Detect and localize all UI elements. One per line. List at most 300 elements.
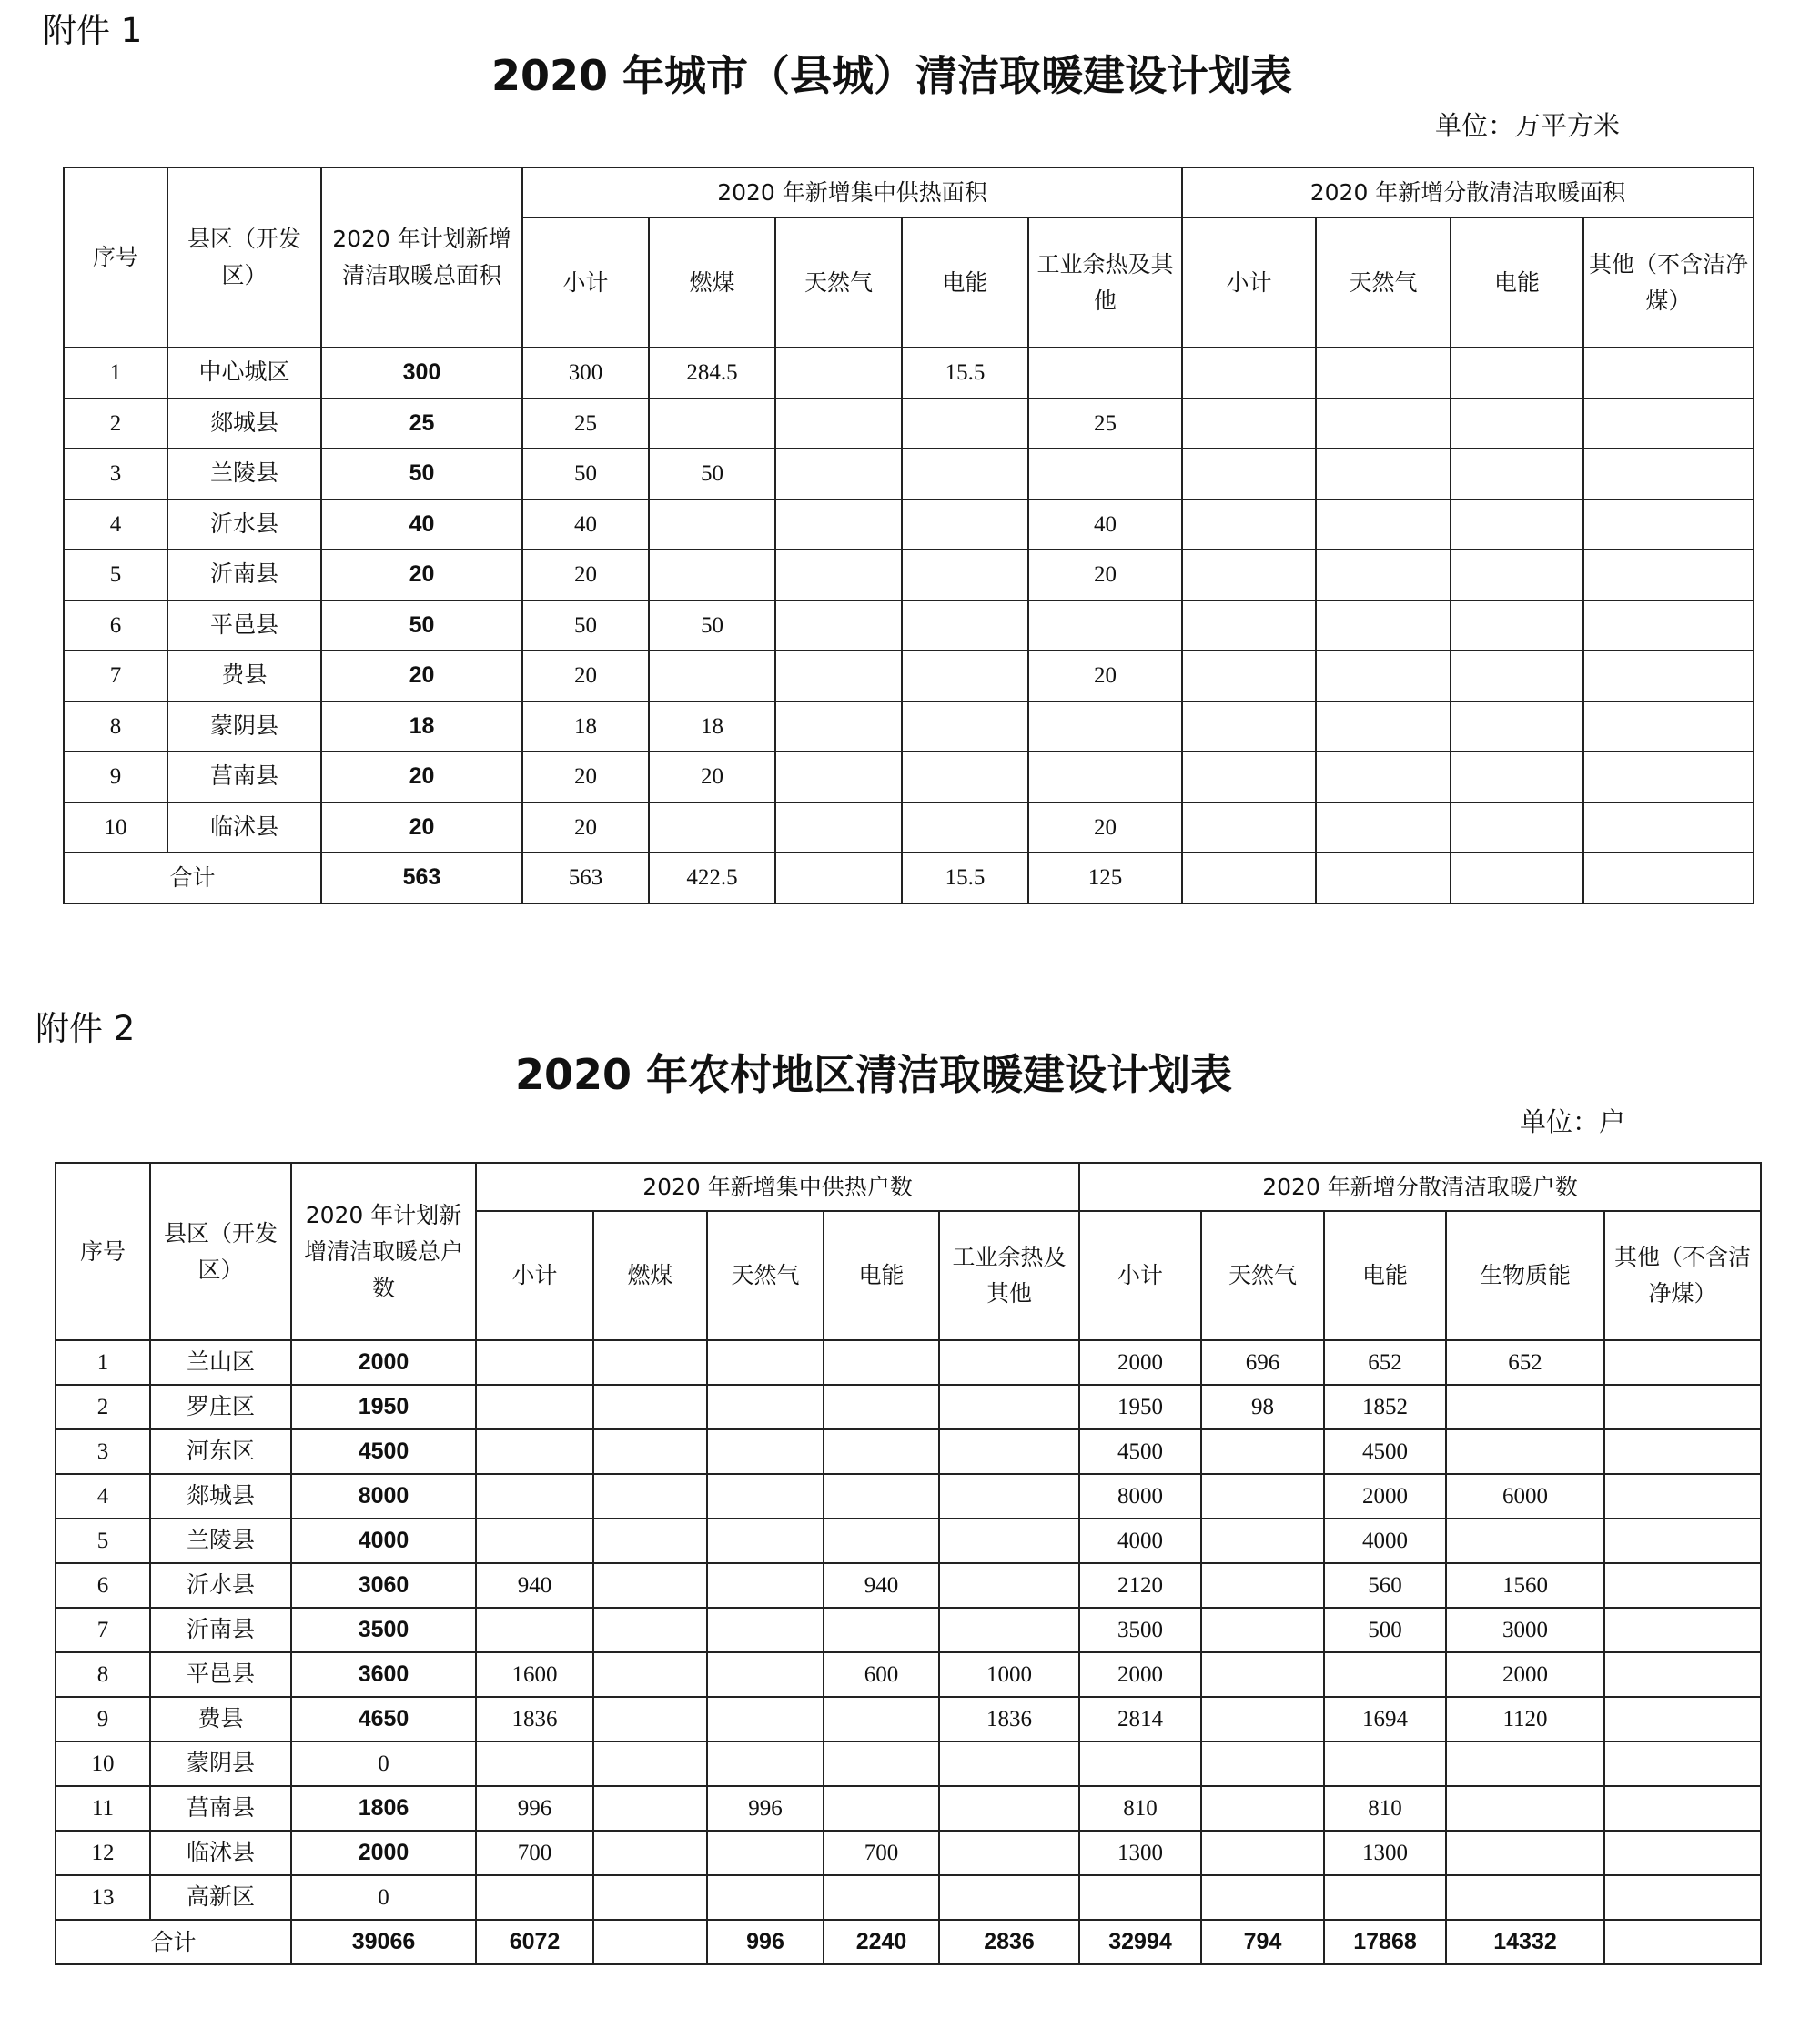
cell-central-3 [902, 449, 1028, 500]
cell-dispersed-2: 652 [1324, 1340, 1446, 1385]
cell-total: 0 [291, 1741, 476, 1786]
cell-central-2 [707, 1741, 824, 1786]
cell-central-3 [902, 651, 1028, 702]
cell-total-dispersed-4 [1604, 1920, 1761, 1964]
cell-central-1 [593, 1786, 707, 1831]
cell-dispersed-1 [1316, 348, 1451, 399]
cell-central-1 [593, 1474, 707, 1519]
cell-dispersed-3 [1446, 1831, 1604, 1875]
cell-seq: 3 [64, 449, 167, 500]
cell-central-3 [824, 1519, 939, 1563]
cell-dispersed-1 [1201, 1519, 1324, 1563]
cell-central-3: 15.5 [902, 348, 1028, 399]
cell-dispersed-0 [1182, 702, 1316, 752]
cell-seq: 4 [56, 1474, 150, 1519]
cell-central-4 [939, 1340, 1079, 1385]
cell-dispersed-4 [1604, 1385, 1761, 1429]
attachment-1-label: 附件 1 [43, 11, 143, 50]
cell-total: 3500 [291, 1608, 476, 1652]
cell-central-2 [775, 702, 902, 752]
cell-dispersed-3: 2000 [1446, 1652, 1604, 1697]
cell-central-1 [649, 651, 775, 702]
cell-dispersed-3 [1583, 702, 1754, 752]
cell-dispersed-3 [1583, 601, 1754, 651]
cell-dispersed-0: 3500 [1079, 1608, 1201, 1652]
cell-total-central-3: 15.5 [902, 853, 1028, 903]
header-dispersed-gas: 天然气 [1201, 1211, 1324, 1340]
cell-dispersed-2 [1451, 399, 1583, 449]
cell-dispersed-3 [1446, 1429, 1604, 1474]
total-row [64, 853, 1754, 903]
cell-dispersed-2 [1451, 449, 1583, 500]
header-central-coal: 燃煤 [649, 217, 775, 348]
cell-total: 3600 [291, 1652, 476, 1697]
cell-central-0: 40 [522, 500, 649, 550]
cell-central-3 [824, 1340, 939, 1385]
cell-dispersed-2 [1451, 348, 1583, 399]
header-total: 2020 年计划新增清洁取暖总户数 [291, 1163, 476, 1340]
cell-county: 沂水县 [167, 500, 321, 550]
header-dispersed-subtotal: 小计 [1079, 1211, 1201, 1340]
cell-county: 临沭县 [167, 802, 321, 853]
cell-central-4: 20 [1028, 651, 1182, 702]
cell-seq: 2 [64, 399, 167, 449]
cell-central-0: 20 [522, 651, 649, 702]
header-central-electric: 电能 [902, 217, 1028, 348]
header-seq: 序号 [56, 1163, 150, 1340]
table-row [64, 449, 1754, 500]
cell-central-3 [824, 1429, 939, 1474]
cell-central-3 [902, 550, 1028, 601]
cell-seq: 10 [64, 802, 167, 853]
cell-dispersed-2 [1324, 1875, 1446, 1920]
cell-county: 高新区 [150, 1875, 291, 1920]
cell-county: 罗庄区 [150, 1385, 291, 1429]
cell-total-central-1: 422.5 [649, 853, 775, 903]
cell-central-0: 996 [476, 1786, 593, 1831]
cell-total: 0 [291, 1875, 476, 1920]
cell-central-2 [707, 1608, 824, 1652]
cell-total-central-3: 2240 [824, 1920, 939, 1964]
cell-central-3 [902, 601, 1028, 651]
cell-seq: 7 [64, 651, 167, 702]
header-dispersed-other: 其他（不含洁净煤） [1583, 217, 1754, 348]
cell-seq: 2 [56, 1385, 150, 1429]
cell-central-2 [707, 1831, 824, 1875]
cell-central-3 [824, 1786, 939, 1831]
cell-dispersed-4 [1604, 1652, 1761, 1697]
cell-dispersed-1 [1316, 601, 1451, 651]
cell-dispersed-4 [1604, 1697, 1761, 1741]
cell-central-2 [775, 348, 902, 399]
cell-dispersed-0: 2120 [1079, 1563, 1201, 1608]
cell-central-4 [939, 1786, 1079, 1831]
cell-dispersed-2 [1324, 1741, 1446, 1786]
cell-dispersed-3 [1583, 802, 1754, 853]
cell-county: 兰山区 [150, 1340, 291, 1385]
cell-central-3: 700 [824, 1831, 939, 1875]
cell-seq: 11 [56, 1786, 150, 1831]
cell-total: 300 [321, 348, 522, 399]
cell-central-1 [649, 550, 775, 601]
cell-dispersed-1 [1201, 1563, 1324, 1608]
cell-central-2 [707, 1474, 824, 1519]
cell-central-1 [649, 399, 775, 449]
cell-dispersed-1 [1316, 802, 1451, 853]
cell-central-3 [824, 1875, 939, 1920]
cell-dispersed-0 [1182, 802, 1316, 853]
cell-grand-total: 563 [321, 853, 522, 903]
cell-central-0: 50 [522, 601, 649, 651]
cell-central-4 [1028, 752, 1182, 802]
cell-central-2 [707, 1340, 824, 1385]
cell-dispersed-1 [1316, 702, 1451, 752]
cell-dispersed-1 [1201, 1652, 1324, 1697]
cell-total: 40 [321, 500, 522, 550]
cell-county: 蒙阴县 [167, 702, 321, 752]
cell-central-2 [775, 399, 902, 449]
cell-county: 费县 [167, 651, 321, 702]
cell-dispersed-4 [1604, 1429, 1761, 1474]
table-row [64, 651, 1754, 702]
cell-seq: 8 [56, 1652, 150, 1697]
cell-central-0: 940 [476, 1563, 593, 1608]
cell-central-3 [824, 1385, 939, 1429]
cell-county: 郯城县 [150, 1474, 291, 1519]
cell-total: 4000 [291, 1519, 476, 1563]
cell-total-central-2: 996 [707, 1920, 824, 1964]
table-2-unit: 单位：户 [1520, 1106, 1626, 1137]
cell-county: 沂南县 [150, 1608, 291, 1652]
cell-central-0 [476, 1875, 593, 1920]
cell-seq: 3 [56, 1429, 150, 1474]
cell-central-2 [707, 1429, 824, 1474]
header-dispersed-subtotal: 小计 [1182, 217, 1316, 348]
cell-total-dispersed-2: 17868 [1324, 1920, 1446, 1964]
cell-county: 兰陵县 [167, 449, 321, 500]
cell-central-1 [593, 1652, 707, 1697]
cell-dispersed-1 [1201, 1831, 1324, 1875]
cell-central-3 [902, 399, 1028, 449]
cell-central-1: 20 [649, 752, 775, 802]
cell-dispersed-1: 98 [1201, 1385, 1324, 1429]
cell-county: 沂南县 [167, 550, 321, 601]
cell-dispersed-3 [1583, 752, 1754, 802]
table-row [64, 601, 1754, 651]
cell-dispersed-0: 1950 [1079, 1385, 1201, 1429]
header-central-industrial: 工业余热及其他 [939, 1211, 1079, 1340]
cell-dispersed-3: 6000 [1446, 1474, 1604, 1519]
table-1-unit: 单位：万平方米 [1435, 110, 1621, 141]
table-row [56, 1697, 1761, 1741]
cell-total: 1806 [291, 1786, 476, 1831]
cell-central-1 [593, 1697, 707, 1741]
cell-central-4: 1000 [939, 1652, 1079, 1697]
cell-dispersed-3 [1446, 1741, 1604, 1786]
cell-dispersed-4 [1604, 1563, 1761, 1608]
cell-total-central-0: 563 [522, 853, 649, 903]
total-row [56, 1920, 1761, 1964]
cell-central-0: 18 [522, 702, 649, 752]
cell-total: 20 [321, 651, 522, 702]
cell-dispersed-1 [1201, 1697, 1324, 1741]
cell-dispersed-0: 2000 [1079, 1340, 1201, 1385]
cell-total-central-1 [593, 1920, 707, 1964]
cell-central-2: 996 [707, 1786, 824, 1831]
cell-central-2 [775, 550, 902, 601]
cell-dispersed-3: 1560 [1446, 1563, 1604, 1608]
cell-central-4 [939, 1608, 1079, 1652]
cell-county: 费县 [150, 1697, 291, 1741]
cell-central-0: 20 [522, 752, 649, 802]
header-central-electric: 电能 [824, 1211, 939, 1340]
cell-seq: 7 [56, 1608, 150, 1652]
table-row [64, 550, 1754, 601]
cell-central-2 [775, 752, 902, 802]
cell-central-4: 1836 [939, 1697, 1079, 1741]
cell-dispersed-0: 4000 [1079, 1519, 1201, 1563]
cell-total: 50 [321, 601, 522, 651]
table-row [56, 1474, 1761, 1519]
cell-central-4 [939, 1831, 1079, 1875]
cell-county: 平邑县 [167, 601, 321, 651]
header-dispersed-electric: 电能 [1324, 1211, 1446, 1340]
cell-central-0 [476, 1741, 593, 1786]
cell-central-1: 18 [649, 702, 775, 752]
cell-dispersed-1: 696 [1201, 1340, 1324, 1385]
cell-dispersed-1 [1201, 1741, 1324, 1786]
cell-dispersed-2: 4500 [1324, 1429, 1446, 1474]
cell-dispersed-0 [1182, 601, 1316, 651]
cell-dispersed-4 [1604, 1875, 1761, 1920]
cell-dispersed-4 [1604, 1831, 1761, 1875]
table-row [64, 702, 1754, 752]
urban-heating-plan-table [63, 167, 1754, 904]
table-row [56, 1608, 1761, 1652]
cell-central-3 [902, 802, 1028, 853]
cell-central-4 [1028, 702, 1182, 752]
cell-central-2 [707, 1563, 824, 1608]
cell-dispersed-2 [1324, 1652, 1446, 1697]
header-central-subtotal: 小计 [476, 1211, 593, 1340]
cell-total-dispersed-3: 14332 [1446, 1920, 1604, 1964]
cell-central-0 [476, 1340, 593, 1385]
cell-dispersed-2: 500 [1324, 1608, 1446, 1652]
cell-dispersed-4 [1604, 1474, 1761, 1519]
table-row [56, 1385, 1761, 1429]
header-county: 县区（开发区） [167, 167, 321, 348]
cell-central-4 [1028, 449, 1182, 500]
cell-total-label: 合计 [56, 1920, 291, 1964]
cell-total-central-4: 125 [1028, 853, 1182, 903]
table-row [64, 752, 1754, 802]
cell-total-central-2 [775, 853, 902, 903]
cell-central-4 [939, 1741, 1079, 1786]
cell-dispersed-2: 1852 [1324, 1385, 1446, 1429]
cell-dispersed-4 [1604, 1741, 1761, 1786]
cell-central-1: 50 [649, 449, 775, 500]
cell-total: 25 [321, 399, 522, 449]
table-row [56, 1831, 1761, 1875]
cell-central-3 [824, 1741, 939, 1786]
cell-dispersed-2: 4000 [1324, 1519, 1446, 1563]
cell-central-0 [476, 1608, 593, 1652]
cell-total: 2000 [291, 1340, 476, 1385]
cell-central-2 [707, 1875, 824, 1920]
cell-seq: 10 [56, 1741, 150, 1786]
cell-total: 20 [321, 550, 522, 601]
cell-central-0: 20 [522, 550, 649, 601]
cell-dispersed-0: 2000 [1079, 1652, 1201, 1697]
cell-county: 沂水县 [150, 1563, 291, 1608]
cell-central-0: 25 [522, 399, 649, 449]
cell-dispersed-3 [1446, 1786, 1604, 1831]
cell-dispersed-3 [1446, 1875, 1604, 1920]
cell-dispersed-2: 1694 [1324, 1697, 1446, 1741]
cell-central-3 [902, 752, 1028, 802]
cell-county: 兰陵县 [150, 1519, 291, 1563]
cell-total: 18 [321, 702, 522, 752]
cell-total: 20 [321, 752, 522, 802]
cell-dispersed-0 [1182, 752, 1316, 802]
header-central-subtotal: 小计 [522, 217, 649, 348]
cell-central-3: 600 [824, 1652, 939, 1697]
cell-central-0: 300 [522, 348, 649, 399]
header-central-group: 2020 年新增集中供热面积 [522, 167, 1182, 217]
cell-county: 蒙阴县 [150, 1741, 291, 1786]
cell-seq: 6 [56, 1563, 150, 1608]
cell-seq: 13 [56, 1875, 150, 1920]
cell-central-2 [775, 500, 902, 550]
cell-total-dispersed-1: 794 [1201, 1920, 1324, 1964]
cell-dispersed-0 [1079, 1741, 1201, 1786]
cell-central-2 [775, 802, 902, 853]
cell-county: 莒南县 [150, 1786, 291, 1831]
cell-central-3 [902, 500, 1028, 550]
header-dispersed-group: 2020 年新增分散清洁取暖面积 [1182, 167, 1754, 217]
cell-dispersed-3 [1583, 651, 1754, 702]
cell-seq: 5 [64, 550, 167, 601]
cell-central-2 [775, 449, 902, 500]
cell-dispersed-1 [1316, 651, 1451, 702]
cell-dispersed-0: 810 [1079, 1786, 1201, 1831]
cell-central-4 [939, 1563, 1079, 1608]
cell-central-4 [939, 1474, 1079, 1519]
cell-total-label: 合计 [64, 853, 321, 903]
cell-dispersed-2: 560 [1324, 1563, 1446, 1608]
cell-total: 2000 [291, 1831, 476, 1875]
cell-central-0: 700 [476, 1831, 593, 1875]
cell-dispersed-4 [1604, 1608, 1761, 1652]
cell-dispersed-0 [1079, 1875, 1201, 1920]
header-central-gas: 天然气 [707, 1211, 824, 1340]
table-row [56, 1786, 1761, 1831]
cell-dispersed-1 [1316, 550, 1451, 601]
cell-dispersed-3 [1583, 399, 1754, 449]
cell-dispersed-2 [1451, 752, 1583, 802]
cell-central-1 [649, 500, 775, 550]
cell-dispersed-2 [1451, 702, 1583, 752]
cell-dispersed-1 [1316, 500, 1451, 550]
cell-dispersed-2 [1451, 500, 1583, 550]
cell-central-0 [476, 1519, 593, 1563]
cell-central-2 [775, 601, 902, 651]
cell-dispersed-0: 8000 [1079, 1474, 1201, 1519]
header-dispersed-gas: 天然气 [1316, 217, 1451, 348]
table-row [64, 500, 1754, 550]
cell-dispersed-2 [1451, 651, 1583, 702]
table-row [56, 1429, 1761, 1474]
cell-dispersed-0 [1182, 399, 1316, 449]
cell-central-3 [824, 1697, 939, 1741]
cell-central-1 [593, 1563, 707, 1608]
table-row [56, 1563, 1761, 1608]
cell-dispersed-3: 1120 [1446, 1697, 1604, 1741]
cell-dispersed-3 [1583, 550, 1754, 601]
cell-central-3 [824, 1474, 939, 1519]
cell-central-4 [1028, 348, 1182, 399]
cell-central-2 [775, 651, 902, 702]
cell-seq: 8 [64, 702, 167, 752]
cell-dispersed-0: 4500 [1079, 1429, 1201, 1474]
cell-seq: 12 [56, 1831, 150, 1875]
table-row [64, 399, 1754, 449]
cell-central-4: 40 [1028, 500, 1182, 550]
cell-dispersed-3 [1583, 348, 1754, 399]
cell-central-4 [939, 1875, 1079, 1920]
cell-dispersed-3 [1583, 500, 1754, 550]
cell-dispersed-1 [1201, 1608, 1324, 1652]
cell-dispersed-2: 1300 [1324, 1831, 1446, 1875]
cell-total-dispersed-2 [1451, 853, 1583, 903]
cell-dispersed-0 [1182, 500, 1316, 550]
cell-central-4: 20 [1028, 550, 1182, 601]
cell-dispersed-1 [1316, 399, 1451, 449]
cell-central-1 [593, 1385, 707, 1429]
table-row [56, 1519, 1761, 1563]
cell-central-0: 1836 [476, 1697, 593, 1741]
cell-central-1 [593, 1340, 707, 1385]
rural-heating-plan-table [55, 1162, 1762, 1965]
table-1-title: 2020 年城市（县城）清洁取暖建设计划表 [490, 51, 1293, 100]
cell-dispersed-2 [1451, 802, 1583, 853]
cell-dispersed-0 [1182, 348, 1316, 399]
cell-dispersed-3 [1583, 449, 1754, 500]
attachment-2-label: 附件 2 [35, 1009, 136, 1048]
cell-county: 河东区 [150, 1429, 291, 1474]
cell-central-0 [476, 1429, 593, 1474]
cell-central-0: 1600 [476, 1652, 593, 1697]
cell-central-1 [649, 802, 775, 853]
cell-total: 50 [321, 449, 522, 500]
cell-central-0 [476, 1385, 593, 1429]
cell-dispersed-3: 3000 [1446, 1608, 1604, 1652]
cell-seq: 9 [56, 1697, 150, 1741]
cell-central-3 [824, 1608, 939, 1652]
cell-central-4 [1028, 601, 1182, 651]
cell-seq: 9 [64, 752, 167, 802]
table-row [56, 1652, 1761, 1697]
cell-central-4: 20 [1028, 802, 1182, 853]
cell-dispersed-1 [1201, 1429, 1324, 1474]
cell-central-2 [707, 1519, 824, 1563]
cell-dispersed-3: 652 [1446, 1340, 1604, 1385]
cell-dispersed-1 [1316, 752, 1451, 802]
cell-county: 中心城区 [167, 348, 321, 399]
cell-dispersed-0 [1182, 449, 1316, 500]
table-row [56, 1340, 1761, 1385]
header-central-coal: 燃煤 [593, 1211, 707, 1340]
